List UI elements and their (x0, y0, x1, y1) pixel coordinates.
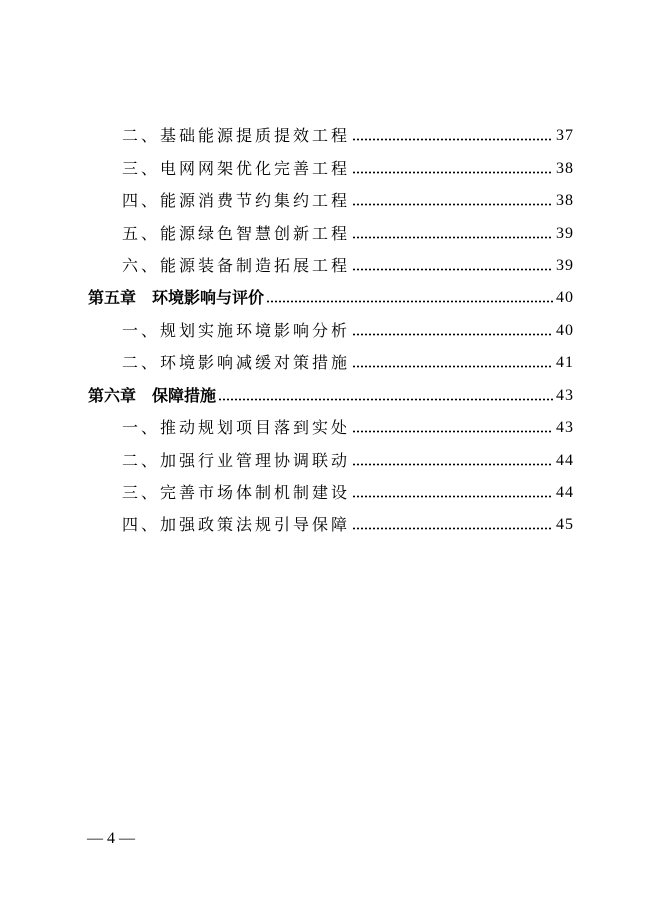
page-number-footer: — 4 — (87, 830, 135, 847)
toc-entry (122, 449, 574, 471)
toc-entry-title: 一、推动规划项目落到实处 (122, 418, 351, 437)
dot-leader (352, 138, 553, 141)
toc-chapter-number: 第六章 (88, 386, 137, 405)
toc-entry (122, 319, 574, 341)
toc-entry (122, 513, 574, 535)
toc-chapter-number: 第五章 (88, 288, 137, 307)
toc-entry (122, 254, 574, 276)
toc-entry-page: 38 (556, 192, 574, 209)
toc-entry-title: 二、基础能源提质提效工程 (122, 126, 351, 145)
toc-entry-page: 39 (556, 257, 574, 274)
dot-leader (352, 236, 553, 239)
toc-entry (122, 157, 574, 179)
dot-leader (352, 171, 553, 174)
toc-entry-page: 43 (556, 387, 574, 404)
dot-leader (352, 430, 553, 433)
toc-entry-title: 一、规划实施环境影响分析 (122, 321, 351, 340)
toc-entry-title: 四、加强政策法规引导保障 (122, 515, 351, 534)
toc-entry-title: 二、环境影响减缓对策措施 (122, 353, 351, 372)
toc-entry (122, 189, 574, 211)
toc-chapter-entry (88, 286, 574, 308)
dot-leader (218, 398, 553, 401)
toc-chapter-title: 环境影响与评价 (152, 288, 265, 307)
toc-entry (122, 351, 574, 373)
toc-entry-page: 44 (556, 484, 574, 501)
dot-leader (352, 268, 553, 271)
toc-entry (122, 416, 574, 438)
toc-chapter-entry (88, 384, 574, 406)
toc-entry-page: 39 (556, 225, 574, 242)
toc-entry (122, 481, 574, 503)
toc-entry-page: 43 (556, 419, 574, 436)
toc-entry-page: 40 (556, 322, 574, 339)
dot-leader (352, 527, 553, 530)
toc-entry-page: 37 (556, 127, 574, 144)
toc-entry-page: 41 (556, 354, 574, 371)
toc-entry-page: 38 (556, 160, 574, 177)
toc-chapter-title: 保障措施 (152, 386, 217, 405)
dot-leader (352, 203, 553, 206)
toc-entry (122, 124, 574, 146)
toc-entry-page: 40 (556, 289, 574, 306)
toc-entry-title: 三、电网网架优化完善工程 (122, 159, 351, 178)
dot-leader (266, 300, 553, 303)
dot-leader (352, 463, 553, 466)
dot-leader (352, 333, 553, 336)
toc-entry-page: 45 (556, 516, 574, 533)
toc-entry-title: 六、能源装备制造拓展工程 (122, 256, 351, 275)
toc-entry-title: 三、完善市场体制机制建设 (122, 483, 351, 502)
toc-entry-page: 44 (556, 452, 574, 469)
toc-entry-title: 四、能源消费节约集约工程 (122, 191, 351, 210)
dot-leader (352, 365, 553, 368)
toc-entry-title: 五、能源绿色智慧创新工程 (122, 224, 351, 243)
dot-leader (352, 495, 553, 498)
toc-entry (122, 222, 574, 244)
toc-entry-title: 二、加强行业管理协调联动 (122, 451, 351, 470)
